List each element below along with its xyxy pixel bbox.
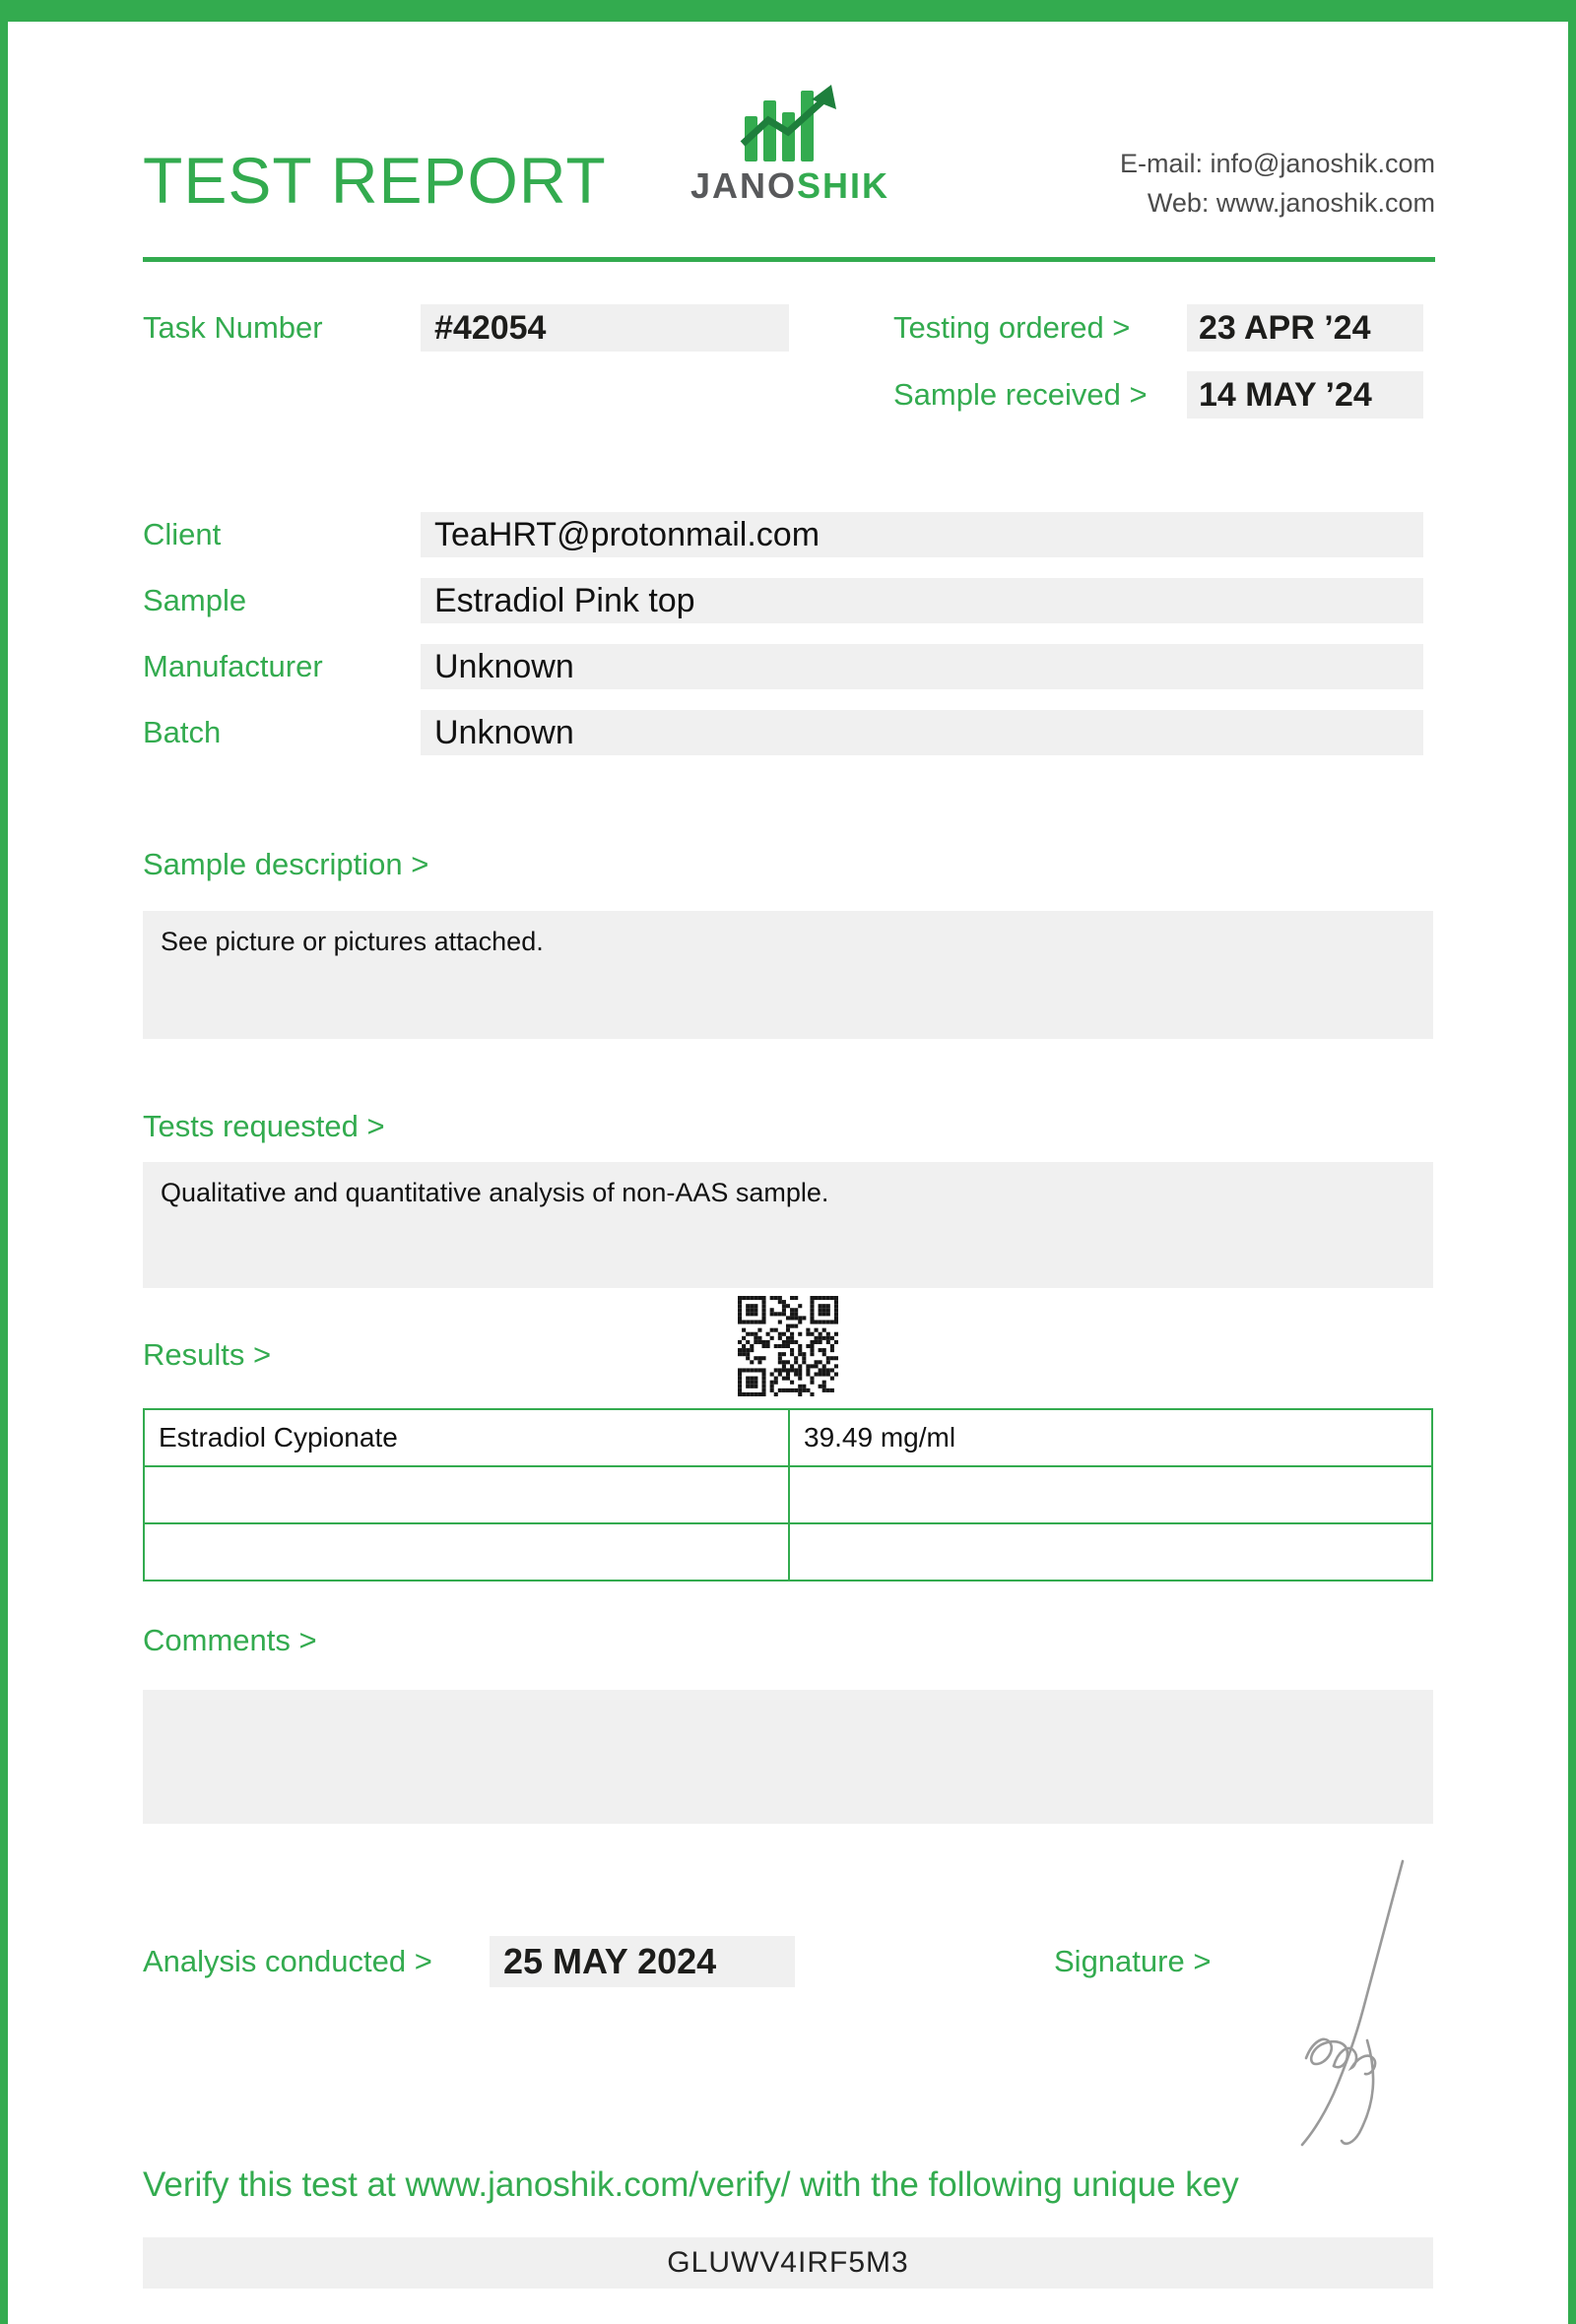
analysis-date-value: 25 MAY 2024 — [490, 1936, 795, 1987]
task-number-label: Task Number — [143, 310, 323, 345]
sample-description-label: Sample description > — [143, 847, 429, 881]
qr-code — [738, 1296, 838, 1396]
batch-label: Batch — [143, 715, 222, 749]
page-title: TEST REPORT — [143, 144, 607, 217]
testing-ordered-label: Testing ordered > — [893, 310, 1131, 345]
tests-requested-box: Qualitative and quantitative analysis of non-AAS sample. — [143, 1162, 1433, 1288]
task-number-value: #42054 — [421, 304, 789, 352]
janoshik-logo-icon — [737, 83, 845, 161]
batch-value: Unknown — [421, 710, 1423, 755]
client-value: TeaHRT@protonmail.com — [421, 512, 1423, 557]
result-amount — [789, 1466, 1432, 1523]
page-border-bottom — [0, 0, 1576, 22]
table-row — [144, 1409, 1432, 1466]
header-divider — [143, 257, 1435, 262]
brand-wordmark-green: SHIK — [797, 165, 890, 206]
table-row — [144, 1466, 1432, 1523]
signature-scribble — [1273, 1855, 1420, 2151]
contact-web: Web: www.janoshik.com — [1147, 188, 1435, 218]
page-border-left — [0, 0, 8, 2324]
result-amount: 39.49 mg/ml — [789, 1409, 1432, 1466]
brand-wordmark — [678, 165, 902, 207]
comments-label: Comments > — [143, 1623, 317, 1657]
sample-label: Sample — [143, 583, 247, 617]
result-substance — [144, 1466, 789, 1523]
client-label: Client — [143, 517, 222, 551]
analysis-conducted-label: Analysis conducted > — [143, 1944, 432, 1978]
sample-description-box: See picture or pictures attached. — [143, 911, 1433, 1039]
page-border-right — [1568, 0, 1576, 2324]
brand-wordmark-dark: JANO — [690, 165, 797, 206]
tests-requested-label: Tests requested > — [143, 1109, 385, 1143]
verify-text: Verify this test at www.janoshik.com/verify/ with the following unique key — [143, 2165, 1239, 2204]
table-row — [144, 1523, 1432, 1581]
contact-email: E-mail: info@janoshik.com — [1119, 149, 1435, 178]
results-label: Results > — [143, 1337, 272, 1372]
manufacturer-value: Unknown — [421, 644, 1423, 689]
verify-key: GLUWV4IRF5M3 — [143, 2237, 1433, 2289]
result-substance: Estradiol Cypionate — [144, 1409, 789, 1466]
sample-received-label: Sample received > — [893, 377, 1148, 412]
sample-received-value: 14 MAY ’24 — [1187, 371, 1423, 419]
testing-ordered-value: 23 APR ’24 — [1187, 304, 1423, 352]
sample-value: Estradiol Pink top — [421, 578, 1423, 623]
result-amount — [789, 1523, 1432, 1581]
manufacturer-label: Manufacturer — [143, 649, 323, 683]
comments-box — [143, 1690, 1433, 1824]
signature-label: Signature > — [1054, 1944, 1212, 1978]
contact-block — [1120, 144, 1435, 223]
results-table — [143, 1408, 1433, 1582]
result-substance — [144, 1523, 789, 1581]
